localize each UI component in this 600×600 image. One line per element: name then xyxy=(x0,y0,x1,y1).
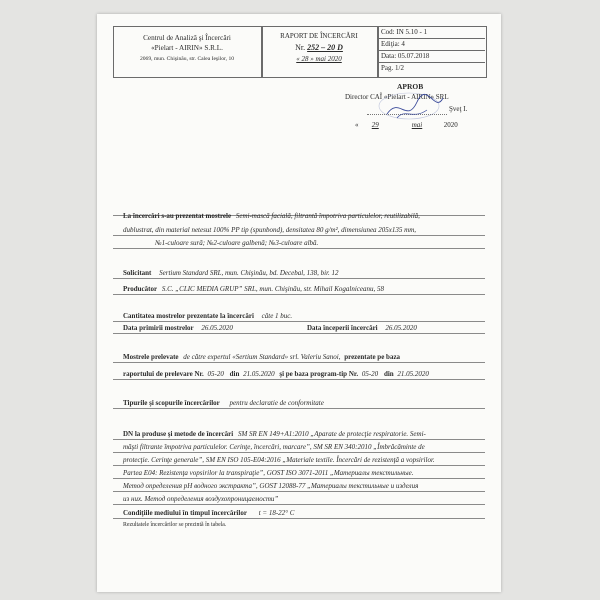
methods-line6: из них. Метод определения воздухопроницаемости” xyxy=(123,495,279,503)
sampled-label: Mostrele prelevate xyxy=(123,353,179,361)
doc-page: Pag. 1/2 xyxy=(381,64,404,72)
approval-director: Director CAÎ «Pielart - AIRIN» SRL xyxy=(345,93,449,101)
lab-name-line2: «Pielart - AIRIN» S.R.L. xyxy=(151,44,223,52)
methods-line5: Метод определения pH водного экстракта”, GOST 12088-77 „Материалы текстильные и изделия xyxy=(123,482,419,490)
program-label: şi pe baza program-tip Nr. xyxy=(279,370,359,378)
protocol-from: din xyxy=(229,370,240,378)
report-number xyxy=(261,43,377,52)
protocol-label: raportului de prelevare Nr. xyxy=(123,370,204,378)
director-signature xyxy=(347,84,467,134)
receipt-label: Data primirii mostrelor xyxy=(123,324,194,332)
methods-label: DN la produse şi metode de încercări xyxy=(123,430,234,438)
approval-date-day: 29 xyxy=(371,121,379,129)
methods-row xyxy=(123,430,426,439)
approval-title: APROB xyxy=(397,82,424,91)
conditions-value: t = 18-22° C xyxy=(258,509,295,517)
producer-row xyxy=(123,285,384,294)
approval-name: Şveţ I. xyxy=(449,105,468,113)
start-value: 26.05.2020 xyxy=(385,324,417,332)
receipt-row xyxy=(123,324,233,333)
report-number-prefix: Nr. xyxy=(295,43,306,52)
methods-line1: SM SR EN 149+A1:2010 „Aparate de protecţie respiratorie. Semi- xyxy=(237,430,426,438)
lab-name-line1: Centrul de Analiză şi Încercări xyxy=(143,34,231,42)
producer-value: S.C. „CLIC MEDIA GRUP” SRL, mun. Chişinău, str. Mihail Kogalniceanu, 58 xyxy=(161,285,384,293)
start-row xyxy=(307,324,417,333)
purpose-value: pentru declaratie de conformitate xyxy=(229,399,324,407)
samples-value: Semi-mască facială, filtrantă împotriva particulelor, reutilizabilă, xyxy=(235,212,420,220)
approval-date-month: mai xyxy=(411,121,423,129)
protocol-date: 21.05.2020 xyxy=(243,370,275,378)
doc-edition: Ediţia: 4 xyxy=(381,40,405,48)
doc-date: Data: 05.07.2018 xyxy=(381,52,430,60)
report-title: RAPORT DE ÎNCERCĂRI xyxy=(280,32,358,40)
applicant-label: Solicitant xyxy=(123,269,152,277)
start-label: Data începerii încercări xyxy=(307,324,378,332)
conditions-row xyxy=(123,509,294,518)
quantity-label: Cantitatea mostrelor prezentate la încercări xyxy=(123,312,254,320)
sampled-suffix: prezentate pe baza xyxy=(344,353,401,361)
samples-line3: №1-culoare sură; №2-culoare galbenă; №3-culoare albă. xyxy=(155,239,319,247)
producer-label: Producător xyxy=(123,285,158,293)
doc-code: Cod: IN 5.10 - 1 xyxy=(381,28,428,36)
applicant-row xyxy=(123,269,339,278)
program-number: 05-20 xyxy=(361,370,379,378)
sampled-row xyxy=(123,353,400,362)
protocol-number: 05-20 xyxy=(207,370,224,378)
purpose-label: Tipurile şi scopurile încercărilor xyxy=(123,399,220,407)
methods-line4: Partea E04: Rezistenţa vopsirilor la transpiraţie”, GOST ISO 3071-2011 „Материалы текстильные. xyxy=(123,469,414,477)
lab-address: 2069, mun. Chişinău, str. Calea Ieşilor, 10 xyxy=(139,56,235,62)
samples-line2: dublustrat, din material netesut 100% PP tip (spunbond), densitatea 80 g/m², dimensiunea 205x135 mm, xyxy=(123,226,417,234)
footer-note: Rezultatele încercărilor se prezintă în tabela. xyxy=(123,522,227,528)
protocol-row xyxy=(123,370,429,379)
conditions-label: Condiţiile mediului în timpul încercărilor xyxy=(123,509,247,517)
program-from: din xyxy=(383,370,394,378)
quantity-row xyxy=(123,312,292,321)
receipt-value: 26.05.2020 xyxy=(201,324,233,332)
applicant-value: Sertium Standard SRL, mun. Chişinău, bd. Decebal, 138, bir. 12 xyxy=(159,269,339,277)
purpose-row xyxy=(123,399,324,408)
approval-date-open: « xyxy=(355,121,359,129)
samples-label: La încercări s-au prezentat mostrele xyxy=(123,212,232,220)
samples-row xyxy=(123,212,420,221)
report-date: « 28 » mai 2020 xyxy=(296,55,342,63)
quantity-value: câte 1 buc. xyxy=(261,312,293,320)
approval-date-year: 2020 xyxy=(443,121,458,129)
document-page xyxy=(97,14,501,592)
sampled-value: de către expertul «Sertium Standard» srl. Valeriu Sanoi, xyxy=(183,353,341,361)
program-date: 21.05.2020 xyxy=(397,370,429,378)
methods-line2: măşti filtrante împotriva particulelor. Cerinţe, încercări, marcare”, SM SR EN 340:2010 „Îmbrăcăminte de xyxy=(123,443,425,451)
report-number-value: 252 – 20 D xyxy=(307,43,343,52)
methods-line3: protecţie. Cerinţe generale”, SM EN ISO 105-E04:2016 „Materiale textile. Încercări de rezistenţă a vopsirilor. xyxy=(123,456,435,464)
